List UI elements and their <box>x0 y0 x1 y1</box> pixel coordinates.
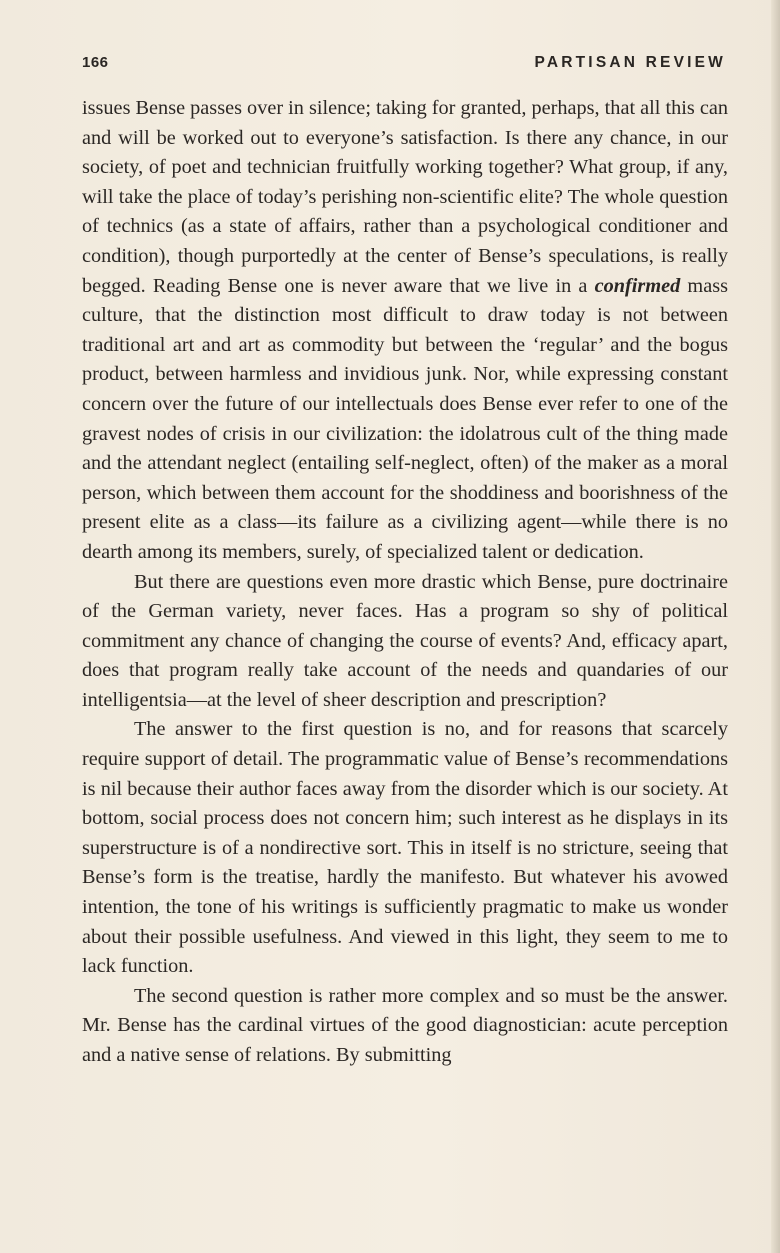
paragraph-1-text-a: issues Bense passes over in silence; taking for granted, perhaps, that all this can and will be worked out to everyone’s satisfaction. Is there any chance, in our society, of poet and technician fruitfully working together? What group, if any, will take the place of today’s perishing non-scientific elite? The whole question of technics (as a state of affairs, rather than a psychological conditioner and condition), though purportedly at the center of Bense’s speculations, is really begged. Reading Bense one is never aware that we live in a <box>82 97 729 297</box>
paragraph-1 <box>82 94 728 568</box>
paragraph-1-text-b: mass culture, that the distinction most difficult to draw today is not between traditional art and art as commodity but between the ‘regular’ and the bogus product, between harmless and invidious junk. Nor, while expressing constant concern over the future of our intellectuals does Bense ever refer to one of the gravest nodes of crisis in our civilization: the idolatrous cult of the thing made and the attendant neglect (entailing self-neglect, often) of the maker as a moral person, which between them account for the shoddiness and boorishness of the present elite as a class—its failure as a civilizing agent—while there is no dearth among its members, surely, of specialized talent or dedication. <box>82 274 728 563</box>
paragraph-2: But there are questions even more drastic which Bense, pure doctrinaire of the German variety, never faces. Has a program so shy of political commitment any chance of changing the course of events? And, efficacy apart, does that program really take account of the needs and quandaries of our intelligentsia—at the level of sheer description and prescription? <box>82 570 728 711</box>
page-number: 166 <box>82 54 109 71</box>
paragraph-3: The answer to the first question is no, and for reasons that scarcely require support of detail. The programmatic value of Bense’s recommendations is nil because their author faces away from the disorder which is our society. At bottom, social process does not concern him; such interest as he displays in its superstructure is of a nondirective sort. This in itself is no stricture, seeing that Bense’s form is the treatise, hardly the manifesto. But whatever his avowed intention, the tone of his writings is sufficiently pragmatic to make us wonder about their possible usefulness. And viewed in this light, they seem to me to lack function. <box>82 718 728 978</box>
paragraph-4: The second question is rather more complex and so must be the answer. Mr. Bense has the cardinal virtues of the good diagnostician: acute perception and a native sense of relations. By submitting <box>82 984 728 1066</box>
emphasized-word: confirmed <box>594 274 681 297</box>
running-head <box>82 54 726 78</box>
article-body <box>82 94 728 1071</box>
journal-title: PARTISAN REVIEW <box>534 54 726 71</box>
page-edge-shadow <box>771 0 780 1253</box>
